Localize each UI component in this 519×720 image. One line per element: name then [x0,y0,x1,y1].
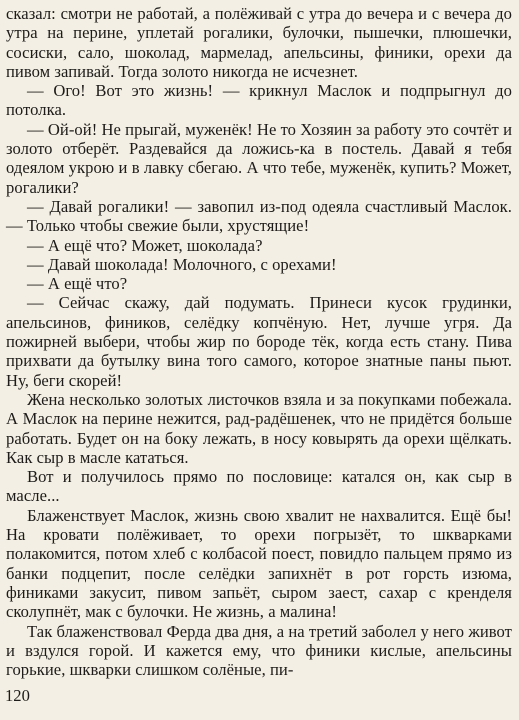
paragraph: Вот и получилось прямо по пословице: катался он, как сыр в масле... [6,467,512,506]
paragraph: Так блаженствовал Ферда два дня, а на третий заболел у него живот и вздулся горой. И кажется ему, что финики кислые, апельсины горькие, шкварки слишком солёные, пи- [6,621,512,680]
paragraph: — Давай шоколада! Молочного, с орехами! [27,254,337,274]
paragraph: — А ещё что? [27,274,128,294]
body-text [6,4,512,679]
paragraph: — Давай рогалики! — завопил из-под одеяла счастливый Маслок. — Только чтобы свежие были, хрустящие! [6,196,512,236]
paragraph: сказал: смотри не работай, а полёживай с утра до вечера и с вечера до утра на перине, уплетай рогалики, булочки, пышечки, плюшечки, сосиски, сало, шоколад, мармелад, апельсины, финики, орехи да пивом запивай. Тогда золото никогда не исчезнет. [6,4,512,81]
paragraph: Блаженствует Маслок, жизнь свою хвалит не нахвалится. Ещё бы! На кровати полёживает, то орехи погрызёт, то шкварками полакомится, потом хлеб с колбасой поест, повидло пальцем прямо из банки подцепит, после селёдки запихнёт в рот горсть изюма, финиками закусит, пивом запьёт, сыром заест, сахар с кренделя сколупнёт, мак с булочки. Не жизнь, а малина! [6,505,512,622]
page-number: 120 [5,686,30,705]
paragraph: Жена несколько золотых листочков взяла и за покупками побежала. А Маслок на перине нежится, рад-радёшенек, что не придётся больше работать. Будет он на боку лежать, в носу ковырять да орехи щёлкать. Как сыр в масле кататься. [6,389,512,467]
paragraph: — Ой-ой! Не прыгай, муженёк! Не то Хозяин за работу это сочтёт и золото отберёт. Раздевайся да ложись-ка в постель. Давай я тебя одеялом укрою и в лавку сбегаю. А что тебе, муженёк, купить? Может, рогалики? [6,119,512,197]
paragraph: — Сейчас скажу, дай подумать. Принеси кусок грудинки, апельсинов, фиников, селёдку копчёную. Нет, лучше угря. Да пожирней выбери, чтобы жир по бороде тёк, когда есть стану. Пива прихвати да бутылку вина того самого, которое знатные паны пьют. Ну, беги скорей! [6,293,512,390]
paragraph: — Ого! Вот это жизнь! — крикнул Маслок и подпрыгнул до потолка. [6,81,512,120]
paragraph: — А ещё что? Может, шоколада? [27,235,263,255]
